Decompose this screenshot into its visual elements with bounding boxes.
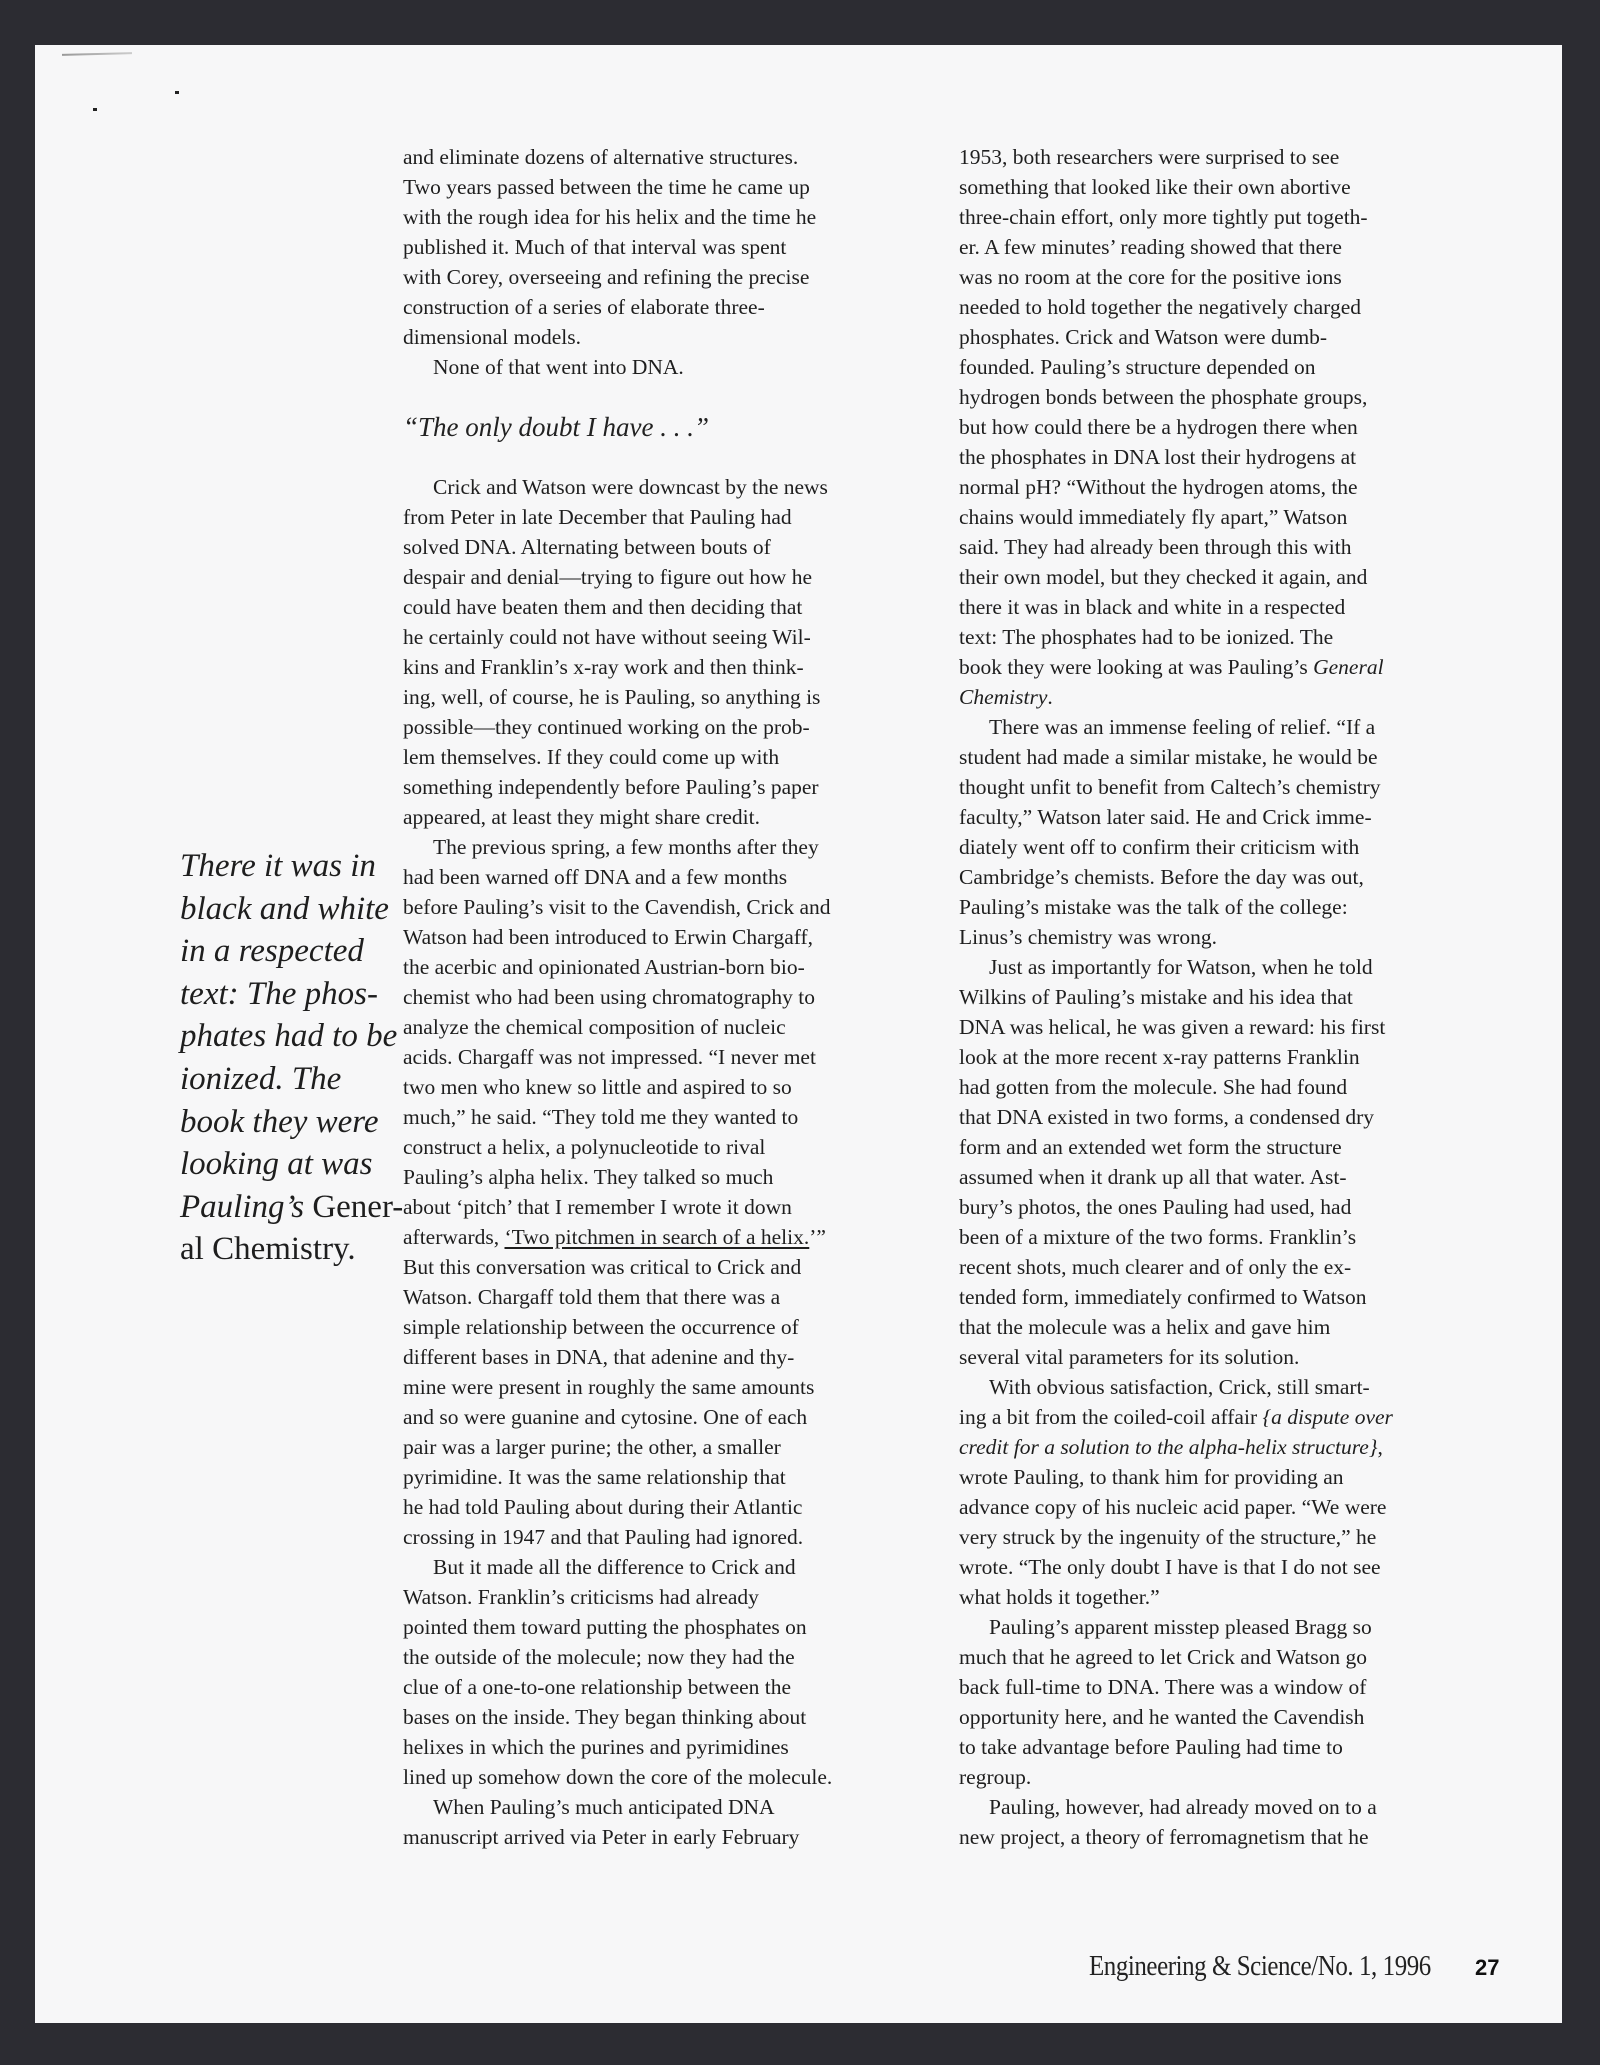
text-segment: book they were looking at was Pauling’s — [959, 655, 1314, 679]
text-line — [403, 472, 828, 502]
text-line — [959, 532, 1351, 562]
text-segment: crossing in 1947 and that Pauling had ignored. — [403, 1525, 804, 1549]
text-line — [403, 1372, 814, 1402]
text-line — [403, 232, 786, 262]
text-line — [403, 352, 684, 382]
text-line — [403, 1462, 786, 1492]
text-line — [959, 922, 1217, 952]
text-segment: ’” — [809, 1225, 826, 1249]
text-line — [403, 1342, 794, 1372]
text-line — [959, 1582, 1160, 1612]
text-line — [959, 772, 1381, 802]
text-segment: The previous spring, a few months after they — [433, 835, 819, 859]
text-line — [403, 1072, 792, 1102]
text-segment: bases on the inside. They began thinking about — [403, 1705, 807, 1729]
italic-text: text: The phos- — [180, 975, 378, 1012]
text-segment: three-chain effort, only more tightly put togeth- — [959, 205, 1368, 229]
text-line — [403, 262, 809, 292]
text-segment: recent shots, much clearer and of only the ex- — [959, 1255, 1352, 1279]
text-segment: could have beaten them and then deciding that — [403, 595, 803, 619]
text-line — [403, 1582, 759, 1612]
text-segment: Watson had been introduced to Erwin Chargaff, — [403, 925, 814, 949]
text-line — [180, 1101, 403, 1144]
text-segment: diately went off to confirm their criticism with — [959, 835, 1360, 859]
text-line — [403, 1252, 801, 1282]
text-line — [403, 1792, 775, 1822]
text-line — [180, 1015, 403, 1058]
italic-text: book they were — [180, 1103, 379, 1140]
italic-text: ionized. The — [180, 1060, 342, 1097]
text-line — [959, 742, 1378, 772]
text-line — [959, 712, 1375, 742]
text-line — [403, 1492, 802, 1522]
text-segment: Watson. Chargaff told them that there was a — [403, 1285, 781, 1309]
text-segment: But it made all the difference to Crick and — [433, 1555, 796, 1579]
text-line — [959, 1012, 1385, 1042]
text-line — [403, 952, 805, 982]
text-line — [959, 1492, 1386, 1522]
text-line — [403, 1222, 826, 1252]
text-line — [959, 802, 1372, 832]
text-segment: something that looked like their own abortive — [959, 175, 1351, 199]
text-line — [959, 1282, 1366, 1312]
text-line — [403, 1522, 803, 1552]
italic-text: credit for a solution to the alpha-helix structure} — [959, 1435, 1378, 1459]
text-segment: manuscript arrived via Peter in early February — [403, 1825, 800, 1849]
text-segment: afterwards, — [403, 1225, 505, 1249]
text-line — [959, 1192, 1351, 1222]
text-line — [959, 1252, 1351, 1282]
text-segment: wrote. “The only doubt I have is that I do not see — [959, 1555, 1381, 1579]
text-segment: ing, well, of course, he is Pauling, so anything is — [403, 685, 821, 709]
text-segment: new project, a theory of ferromagnetism that he — [959, 1825, 1369, 1849]
text-segment: simple relationship between the occurrence of — [403, 1315, 799, 1339]
text-line — [959, 652, 1384, 682]
italic-text: in a respected — [180, 933, 364, 970]
text-line — [959, 1432, 1383, 1462]
text-line — [959, 262, 1342, 292]
text-line — [959, 292, 1361, 322]
text-line — [959, 442, 1356, 472]
text-segment: mine were present in roughly the same amounts — [403, 1375, 815, 1399]
text-line — [959, 172, 1351, 202]
text-segment: er. A few minutes’ reading showed that there — [959, 235, 1342, 259]
text-segment: been of a mixture of the two forms. Franklin’s — [959, 1225, 1357, 1249]
text-segment: said. They had already been through this with — [959, 535, 1352, 559]
text-line — [403, 322, 581, 352]
text-segment: two men who knew so little and aspired to so — [403, 1075, 792, 1099]
text-line — [403, 742, 779, 772]
text-segment: al Chemistry. — [180, 1231, 356, 1268]
text-line — [403, 1612, 807, 1642]
italic-text: {a dispute over — [1262, 1405, 1393, 1429]
text-segment: and so were guanine and cytosine. One of each — [403, 1405, 808, 1429]
text-segment: helixes in which the purines and pyrimidines — [403, 1735, 789, 1759]
text-line — [403, 832, 819, 862]
text-segment: With obvious satisfaction, Crick, still smart- — [989, 1375, 1370, 1399]
text-segment: wrote Pauling, to thank him for providing an — [959, 1465, 1344, 1489]
text-line — [180, 973, 403, 1016]
text-line — [959, 982, 1353, 1012]
text-line — [959, 1642, 1367, 1672]
text-line — [959, 502, 1347, 532]
text-segment: pair was a larger purine; the other, a smaller — [403, 1435, 781, 1459]
text-line — [959, 832, 1359, 862]
text-segment: faculty,” Watson later said. He and Crick imme- — [959, 805, 1372, 829]
text-line — [959, 1222, 1356, 1252]
pull-quote — [180, 845, 403, 1271]
text-line — [403, 712, 810, 742]
text-segment: with Corey, overseeing and refining the precise — [403, 265, 810, 289]
text-segment: the acerbic and opinionated Austrian-born bio- — [403, 955, 805, 979]
text-segment: and eliminate dozens of alternative structures. — [403, 145, 799, 169]
text-segment: chemist who had been using chromatography to — [403, 985, 815, 1009]
text-line — [959, 1042, 1360, 1072]
document-page — [35, 45, 1562, 2023]
text-segment: before Pauling’s visit to the Cavendish, Crick and — [403, 895, 831, 919]
text-segment: opportunity here, and he wanted the Cavendish — [959, 1705, 1365, 1729]
text-line — [959, 1102, 1374, 1132]
text-segment: to take advantage before Pauling had time to — [959, 1735, 1343, 1759]
text-line — [959, 892, 1348, 922]
text-segment: much,” he said. “They told me they wanted to — [403, 1105, 799, 1129]
text-line — [959, 1672, 1366, 1702]
text-segment: very struck by the ingenuity of the structure,” he — [959, 1525, 1377, 1549]
text-segment: Cambridge’s chemists. Before the day was out, — [959, 865, 1364, 889]
text-segment: bury’s photos, the ones Pauling had used, had — [959, 1195, 1352, 1219]
text-line — [959, 202, 1368, 232]
italic-text: There it was in — [180, 848, 376, 884]
pencil-mark — [62, 52, 132, 56]
text-line — [403, 622, 811, 652]
text-line — [403, 292, 765, 322]
text-segment: lined up somehow down the core of the molecule. — [403, 1765, 833, 1789]
text-line — [180, 1186, 403, 1229]
text-segment: There was an immense feeling of relief. “If a — [989, 715, 1376, 739]
text-segment: what holds it together.” — [959, 1585, 1160, 1609]
text-segment: But this conversation was critical to Crick and — [403, 1255, 802, 1279]
text-segment: founded. Pauling’s structure depended on — [959, 355, 1316, 379]
text-segment: but how could there be a hydrogen there when — [959, 415, 1358, 439]
text-line — [959, 1372, 1370, 1402]
text-line — [403, 532, 771, 562]
text-segment: When Pauling’s much anticipated DNA — [433, 1795, 775, 1819]
text-line — [403, 772, 819, 802]
text-line — [959, 322, 1327, 352]
text-segment: kins and Franklin’s x-ray work and then think- — [403, 655, 804, 679]
text-line — [403, 1012, 786, 1042]
text-line — [403, 802, 760, 832]
underlined-text: ‘Two pitchmen in search of a helix. — [504, 1225, 810, 1249]
italic-text: General — [1313, 655, 1384, 679]
text-line — [180, 1143, 403, 1186]
text-segment: Pauling’s alpha helix. They talked so much — [403, 1165, 774, 1189]
text-line — [403, 1162, 773, 1192]
text-line — [403, 652, 804, 682]
text-line — [403, 1822, 799, 1852]
italic-text: looking at was — [180, 1146, 373, 1183]
text-line — [959, 232, 1342, 262]
text-line — [403, 502, 792, 532]
italic-text: Pauling’s — [180, 1188, 305, 1225]
text-segment: was no room at the core for the positive ions — [959, 265, 1342, 289]
text-line — [403, 172, 810, 202]
text-line — [959, 682, 1053, 712]
text-line — [403, 862, 787, 892]
text-line — [403, 1192, 792, 1222]
text-segment: despair and denial—trying to figure out how he — [403, 565, 812, 589]
text-line — [959, 1462, 1344, 1492]
text-segment: Pauling’s apparent misstep pleased Bragg so — [989, 1615, 1372, 1639]
text-segment: advance copy of his nucleic acid paper. “We were — [959, 1495, 1387, 1519]
text-segment: there it was in black and white in a respected — [959, 595, 1346, 619]
text-line — [403, 1312, 799, 1342]
text-line — [959, 952, 1373, 982]
text-line — [959, 1402, 1393, 1432]
text-segment: several vital parameters for its solution. — [959, 1345, 1300, 1369]
text-segment: ing a bit from the coiled-coil affair — [959, 1405, 1263, 1429]
text-line — [180, 1058, 403, 1101]
text-segment: lem themselves. If they could come up with — [403, 745, 780, 769]
text-line — [180, 930, 403, 973]
text-line — [403, 1132, 765, 1162]
italic-text: phates had to be — [180, 1018, 398, 1055]
text-line — [403, 1642, 795, 1672]
text-segment: tended form, immediately confirmed to Watson — [959, 1285, 1367, 1309]
text-line — [959, 1072, 1347, 1102]
page-number: 27 — [1475, 1955, 1500, 1980]
text-segment: much that he agreed to let Crick and Watson go — [959, 1645, 1368, 1669]
text-segment: thought unfit to benefit from Caltech’s chemistry — [959, 775, 1381, 799]
text-line — [403, 892, 831, 922]
text-segment: chains would immediately fly apart,” Watson — [959, 505, 1348, 529]
text-segment: different bases in DNA, that adenine and thy- — [403, 1345, 795, 1369]
text-segment: the phosphates in DNA lost their hydrogens at — [959, 445, 1357, 469]
text-segment: he had told Pauling about during their Atlantic — [403, 1495, 803, 1519]
text-segment: text: The phosphates had to be ionized. The — [959, 625, 1334, 649]
text-segment: he certainly could not have without seeing Wil- — [403, 625, 811, 649]
text-segment: . — [1047, 685, 1053, 709]
text-line — [959, 1132, 1342, 1162]
text-segment: that DNA existed in two forms, a condensed dry — [959, 1105, 1374, 1129]
text-segment: had been warned off DNA and a few months — [403, 865, 788, 889]
text-segment: dimensional models. — [403, 325, 581, 349]
text-line — [959, 1702, 1364, 1732]
text-line — [959, 1162, 1347, 1192]
text-segment: normal pH? “Without the hydrogen atoms, the — [959, 475, 1358, 499]
text-segment: Just as importantly for Watson, when he told — [989, 955, 1373, 979]
italic-text: black and white — [180, 890, 389, 927]
text-line — [403, 1282, 780, 1312]
text-line — [403, 1732, 789, 1762]
text-line — [959, 1612, 1372, 1642]
text-line — [403, 1042, 816, 1072]
text-segment: the outside of the molecule; now they had the — [403, 1645, 795, 1669]
text-segment: construct a helix, a polynucleotide to rival — [403, 1135, 766, 1159]
section-heading: “The only doubt I have . . .” — [403, 412, 709, 442]
text-segment: assumed when it drank up all that water. Ast- — [959, 1165, 1347, 1189]
text-segment: needed to hold together the negatively charged — [959, 295, 1361, 319]
text-segment: form and an extended wet form the structure — [959, 1135, 1342, 1159]
text-line — [403, 1552, 796, 1582]
text-line — [403, 1432, 781, 1462]
text-line — [403, 682, 820, 712]
italic-text: Chemistry — [959, 685, 1048, 709]
text-line — [403, 562, 812, 592]
text-line — [180, 845, 403, 888]
text-segment: Pauling’s mistake was the talk of the college: — [959, 895, 1348, 919]
text-line — [959, 1312, 1330, 1342]
text-segment: , — [1377, 1435, 1383, 1459]
text-segment: appeared, at least they might share credit. — [403, 805, 760, 829]
text-segment: 1953, both researchers were surprised to see — [959, 145, 1340, 169]
text-segment: hydrogen bonds between the phosphate groups, — [959, 385, 1368, 409]
speck-mark — [93, 108, 97, 111]
text-segment: clue of a one-to-one relationship between the — [403, 1675, 792, 1699]
text-segment: student had made a similar mistake, he would be — [959, 745, 1378, 769]
text-segment: DNA was helical, he was given a reward: his first — [959, 1015, 1386, 1039]
text-line — [403, 1402, 807, 1432]
text-line — [403, 592, 802, 622]
text-line — [403, 1762, 832, 1792]
text-line — [959, 1822, 1369, 1852]
text-segment: regroup. — [959, 1765, 1032, 1789]
text-segment: construction of a series of elaborate three- — [403, 295, 765, 319]
text-line — [959, 142, 1339, 172]
text-line — [959, 862, 1364, 892]
text-line — [959, 1732, 1343, 1762]
text-segment: Two years passed between the time he came up — [403, 175, 810, 199]
text-line — [959, 1762, 1031, 1792]
text-segment: published it. Much of that interval was spent — [403, 235, 787, 259]
text-line — [959, 382, 1367, 412]
text-line — [403, 202, 816, 232]
text-line — [180, 1228, 403, 1271]
text-segment: their own model, but they checked it again, and — [959, 565, 1368, 589]
text-segment: acids. Chargaff was not impressed. “I never met — [403, 1045, 816, 1069]
text-segment: Wilkins of Pauling’s mistake and his idea that — [959, 985, 1353, 1009]
text-segment: pyrimidine. It was the same relationship that — [403, 1465, 786, 1489]
text-segment: Gener- — [304, 1188, 404, 1225]
text-segment: possible—they continued working on the prob- — [403, 715, 810, 739]
text-line — [403, 922, 813, 952]
text-segment: Watson. Franklin’s criticisms had already — [403, 1585, 759, 1609]
text-segment: about ‘pitch’ that I remember I wrote it down — [403, 1195, 792, 1219]
text-line — [959, 1792, 1377, 1822]
text-line — [959, 352, 1315, 382]
text-segment: pointed them toward putting the phosphates on — [403, 1615, 807, 1639]
text-line — [403, 142, 798, 172]
text-segment: back full-time to DNA. There was a window of — [959, 1675, 1367, 1699]
text-segment: analyze the chemical composition of nucleic — [403, 1015, 786, 1039]
text-line — [403, 1102, 798, 1132]
text-segment: solved DNA. Alternating between bouts of — [403, 535, 771, 559]
text-line — [959, 562, 1367, 592]
text-segment: Crick and Watson were downcast by the news — [433, 475, 828, 499]
text-segment: phosphates. Crick and Watson were dumb- — [959, 325, 1328, 349]
text-line — [959, 1342, 1299, 1372]
text-line — [403, 1702, 806, 1732]
text-segment: with the rough idea for his helix and the time he — [403, 205, 817, 229]
text-segment: None of that went into DNA. — [433, 355, 684, 379]
text-segment: that the molecule was a helix and gave him — [959, 1315, 1331, 1339]
text-segment: look at the more recent x-ray patterns Franklin — [959, 1045, 1360, 1069]
text-line — [959, 592, 1345, 622]
text-line — [180, 888, 403, 931]
text-segment: Linus’s chemistry was wrong. — [959, 925, 1217, 949]
text-segment: something independently before Pauling’s paper — [403, 775, 819, 799]
text-segment: had gotten from the molecule. She had found — [959, 1075, 1348, 1099]
speck-mark — [175, 91, 179, 94]
text-line — [959, 622, 1333, 652]
text-line — [403, 1672, 791, 1702]
text-line — [959, 412, 1358, 442]
text-segment: Pauling, however, had already moved on to a — [989, 1795, 1377, 1819]
text-line — [959, 1522, 1376, 1552]
text-line — [959, 1552, 1381, 1582]
text-segment: from Peter in late December that Pauling had — [403, 505, 792, 529]
text-line — [959, 472, 1358, 502]
publication-footer: Engineering & Science/No. 1, 1996 — [1089, 1950, 1431, 1982]
text-line — [403, 982, 815, 1012]
